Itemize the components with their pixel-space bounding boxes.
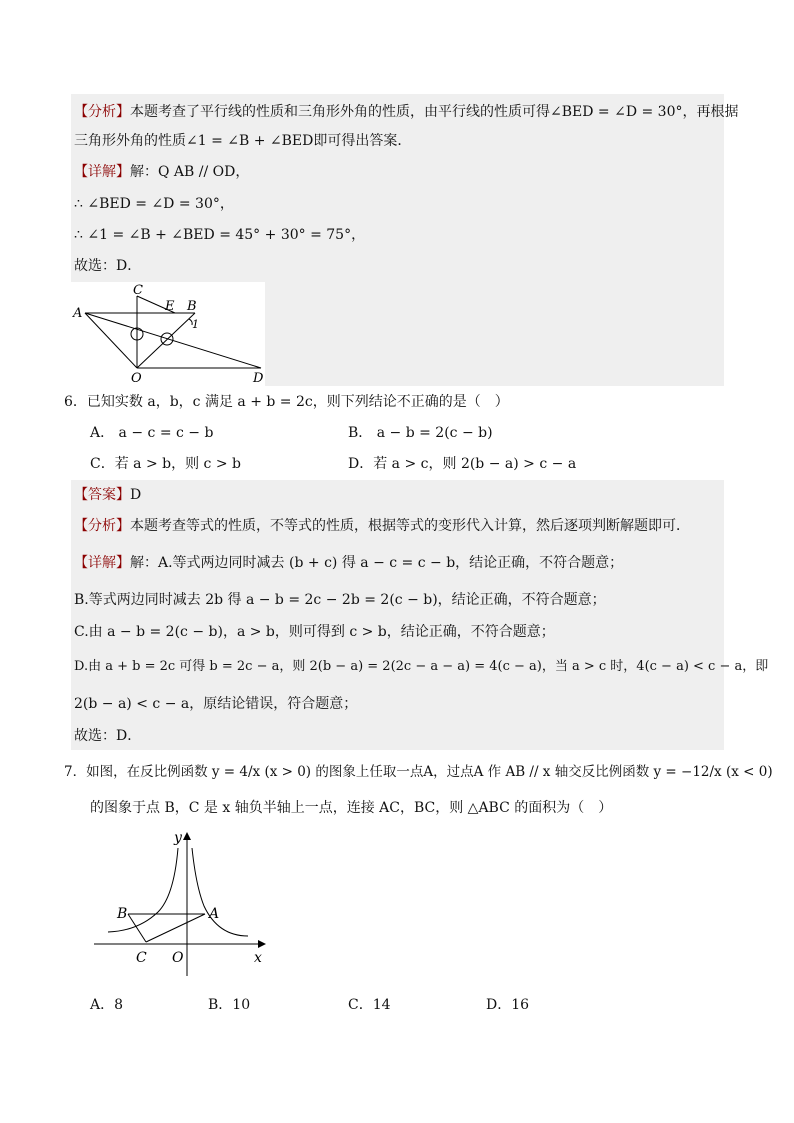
q6-detail-a xyxy=(74,553,623,573)
axis-label-x: x xyxy=(254,950,262,966)
q7-function-graph xyxy=(88,826,274,976)
q7-option-a: A．8 xyxy=(90,997,124,1013)
q5-choice: 故选：D． xyxy=(74,258,142,274)
q6-detail-d1: D.由 a + b = 2c 可得 b = 2c − a，则 2(b − a) = 2(2c − a − a) = 4(c − a)，当 a > c 时，4(c − a) < c − a，即 xyxy=(74,659,769,674)
origin-label-O: O xyxy=(172,950,184,966)
label-E: E xyxy=(165,299,175,314)
q6-detail-b: B.等式两边同时减去 2b 得 a − b = 2c − 2b = 2(c − b)，结论正确，不符合题意； xyxy=(74,592,606,608)
q6-option-c: C．若 a > b，则 c > b xyxy=(90,456,241,472)
point-label-C: C xyxy=(136,950,147,966)
detail-text: 解：Q AB // OD， xyxy=(130,164,250,180)
label-B: B xyxy=(187,299,197,314)
q6-option-a: A． a − c = c − b xyxy=(90,425,214,441)
label-A: A xyxy=(73,306,83,321)
label-D: D xyxy=(253,371,264,386)
answer-value: D xyxy=(130,487,142,503)
q6-detail-d2: 2(b − a) < c − a，原结论错误，符合题意； xyxy=(74,696,358,712)
q6-choice: 故选：D． xyxy=(74,728,142,744)
q6-detail-c: C.由 a − b = 2(c − b)，a > b，则可得到 c > b，结论正确，不符合题意； xyxy=(74,624,555,640)
label-C: C xyxy=(133,283,143,298)
q6-option-d: D．若 a > c，则 2(b − a) > c − a xyxy=(348,456,577,472)
analysis-text: 本题考查了平行线的性质和三角形外角的性质，由平行线的性质可得∠BED = ∠D = 30°，再根据 xyxy=(130,104,739,120)
detail-label: 【详解】 xyxy=(74,164,130,180)
q6-stem: 6．已知实数 a，b，c 满足 a + b = 2c，则下列结论不正确的是（ ） xyxy=(64,394,509,410)
q6-option-b: B． a − b = 2(c − b) xyxy=(348,425,493,441)
q5-detail-line3: ∴ ∠1 = ∠B + ∠BED = 45° + 30° = 75°， xyxy=(74,227,366,243)
q5-detail-line2: ∴ ∠BED = ∠D = 30°， xyxy=(74,196,234,212)
detail-label: 【详解】 xyxy=(74,555,130,571)
point-label-A: A xyxy=(209,906,220,922)
q7-option-d: D．16 xyxy=(486,997,530,1013)
q7-option-c: C．14 xyxy=(348,997,391,1013)
q5-analysis-line2: 三角形外角的性质∠1 = ∠B + ∠BED即可得出答案． xyxy=(74,133,412,149)
q7-option-b: B．10 xyxy=(208,997,251,1013)
axis-label-y: y xyxy=(174,830,182,846)
analysis-label: 【分析】 xyxy=(74,518,130,534)
label-angle-1: 1 xyxy=(192,318,199,331)
q5-analysis-line1 xyxy=(74,102,739,122)
q5-geometry-figure xyxy=(71,282,265,386)
analysis-text: 本题考查等式的性质，不等式的性质，根据等式的变形代入计算，然后逐项判断解题即可． xyxy=(130,518,690,534)
label-O: O xyxy=(131,371,142,386)
q6-answer xyxy=(74,485,141,505)
q7-stem-line1: 7．如图，在反比例函数 y = 4/x (x > 0) 的图象上任取一点A，过点A 作 AB // x 轴交反比例函数 y = −12/x (x < 0) xyxy=(64,764,773,780)
answer-label: 【答案】 xyxy=(74,487,130,503)
point-label-B: B xyxy=(117,906,128,922)
analysis-label: 【分析】 xyxy=(74,104,130,120)
detail-text: 解：A.等式两边同时减去 (b + c) 得 a − c = c − b，结论正确，不符合题意； xyxy=(130,555,624,571)
q7-stem-line2: 的图象于点 B，C 是 x 轴负半轴上一点，连接 AC，BC，则 △ABC 的面积为（ ） xyxy=(90,800,613,816)
q5-detail-line1 xyxy=(74,162,249,182)
q6-analysis xyxy=(74,516,690,536)
